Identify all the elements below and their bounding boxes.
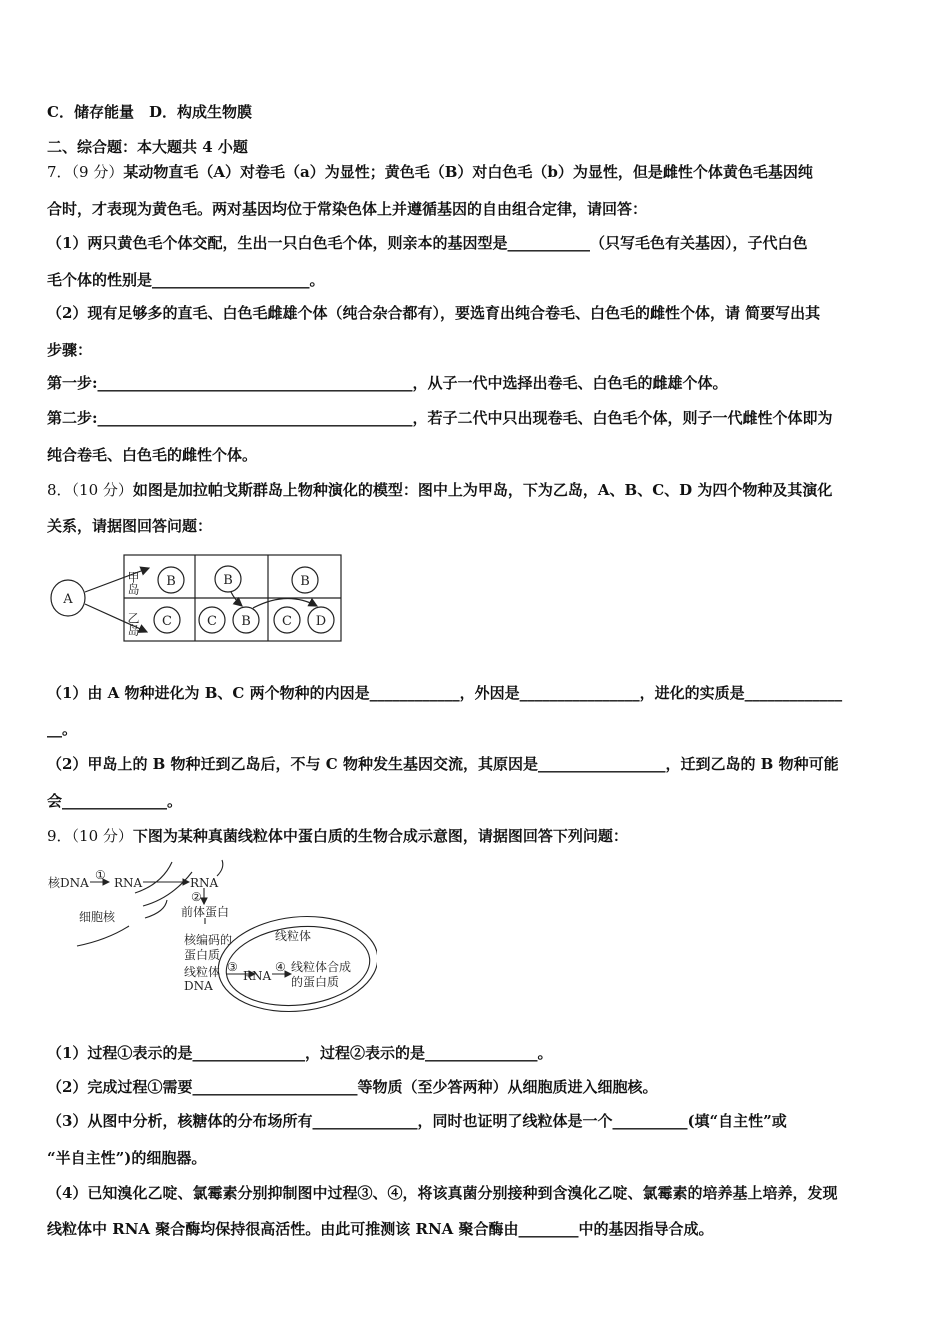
mt-dna-label-2: DNA [184,979,213,993]
species-d-label: D [315,614,327,629]
q7-step1: 第一步:__________________________________________，从子一代中选择出卷毛、白色毛的雌雄个体。 [47,374,728,392]
q7-sub1-line-2: 毛个体的性别是_____________________。 [47,271,325,289]
nuclear-dna-label: 核DNA [48,876,89,890]
section-heading: 二、综合题：本大题共 4 小题 [47,138,248,156]
q7-sub2-line-2: 步骤： [47,341,93,359]
island-evolution-diagram [47,552,347,644]
q8-sub1-line-1: （1）由 A 物种进化为 B、C 两个物种的内因是____________，外因是________________，进化的实质是_____________ [47,684,843,702]
species-b-label: B [166,574,176,589]
mt-dna-label: 线粒体 [184,965,221,979]
q7-step2-cont: 纯合卷毛、白色毛的雌性个体。 [47,446,258,464]
nucleus-label: 细胞核 [79,910,116,924]
mt-protein-label: 线粒体合成 [291,960,352,974]
species-b-label: B [300,574,310,589]
q9-sub4-line-1: （4）已知溴化乙啶、氯霉素分别抑制图中过程③、④，将该真菌分别接种到含溴化乙啶、氯霉素的培养基上培养，发现 [47,1184,838,1202]
q7-text: 某动物直毛（A）对卷毛（a）为显性；黄色毛（B）对白色毛（b）为显性，但是雌性个体黄色毛基因纯 [123,163,813,181]
step3-label: ③ [227,960,238,974]
rna-label-3: RNA [243,969,272,983]
mitochondrion-label: 线粒体 [275,929,312,943]
q8-sub2-line-2: 会______________。 [47,792,183,810]
q9-text: 下图为某种真菌线粒体中蛋白质的生物合成示意图，请据图回答下列问题： [132,827,628,845]
q9-number: 9．（10 分） [47,827,133,845]
rna-label-2: RNA [190,876,219,890]
step1-label: ① [95,868,106,882]
q7-line-2: 合时，才表现为黄色毛。两对基因均位于常染色体上并遵循基因的自由组合定律，请回答： [47,200,648,218]
q7-number: 7．（9 分） [47,163,124,181]
q9-sub3-line-1: （3）从图中分析，核糖体的分布场所有______________，同时也证明了线粒体是一个__________(填“自主性”或 [47,1112,787,1130]
q9-line-1 [47,826,628,846]
q7-step2: 第二步:__________________________________________，若子二代中只出现卷毛、白色毛个体，则子一代雌性个体即为 [47,409,833,427]
q7-sub2-line-1: （2）现有足够多的直毛、白色毛雌雄个体（纯合杂合都有），要选育出纯合卷毛、白色毛的雌性个体，请 简要写出其 [47,304,821,322]
q9-sub1: （1）过程①表示的是_______________，过程②表示的是_______________。 [47,1044,553,1062]
step2-label: ② [191,890,202,904]
precursor-protein-label: 前体蛋白 [181,905,230,919]
species-a-label: A [63,592,73,607]
q7-line-1 [47,162,813,182]
step4-label: ④ [275,960,286,974]
q9-sub2: （2）完成过程①需要______________________等物质（至少答两种）从细胞质进入细胞核。 [47,1078,658,1096]
q9-sub4-line-2: 线粒体中 RNA 聚合酶均保持很高活性。由此可推测该 RNA 聚合酶由________中的基因指导合成。 [47,1220,714,1238]
mt-protein-label-2: 的蛋白质 [291,975,340,989]
nuclear-encoded-label-2: 蛋白质 [184,948,221,962]
nuclear-encoded-label: 核编码的 [184,933,233,947]
q8-number: 8．（10 分） [47,481,133,499]
q9-sub3-line-2: “半自主性”)的细胞器。 [47,1149,207,1167]
species-b-label: B [241,614,251,629]
species-c-label: C [162,614,172,629]
rna-label: RNA [114,876,143,890]
species-b-label: B [223,573,233,588]
q8-sub2-line-1: （2）甲岛上的 B 物种迁到乙岛后，不与 C 物种发生基因交流，其原因是_________________，迁到乙岛的 B 物种可能 [47,755,839,773]
species-c-label: C [207,614,217,629]
q7-sub1-line-1: （1）两只黄色毛个体交配，生出一只白色毛个体，则亲本的基因型是___________（只写毛色有关基因），子代白色 [47,234,808,252]
q8-line-2: 关系，请据图回答问题： [47,517,213,535]
q8-sub1-line-2: __。 [47,720,78,738]
island-top-label: 甲岛 [126,571,140,595]
island-bottom-label: 乙岛 [126,612,140,636]
species-c-label: C [282,614,292,629]
option-line-cd: C．储存能量 D．构成生物膜 [47,103,252,121]
q8-line-1 [47,480,832,500]
mito-protein-synthesis-diagram [47,858,377,1018]
q8-text: 如图是加拉帕戈斯群岛上物种演化的模型：图中上为甲岛，下为乙岛，A、B、C、D 为四个物种及其演化 [132,481,833,499]
